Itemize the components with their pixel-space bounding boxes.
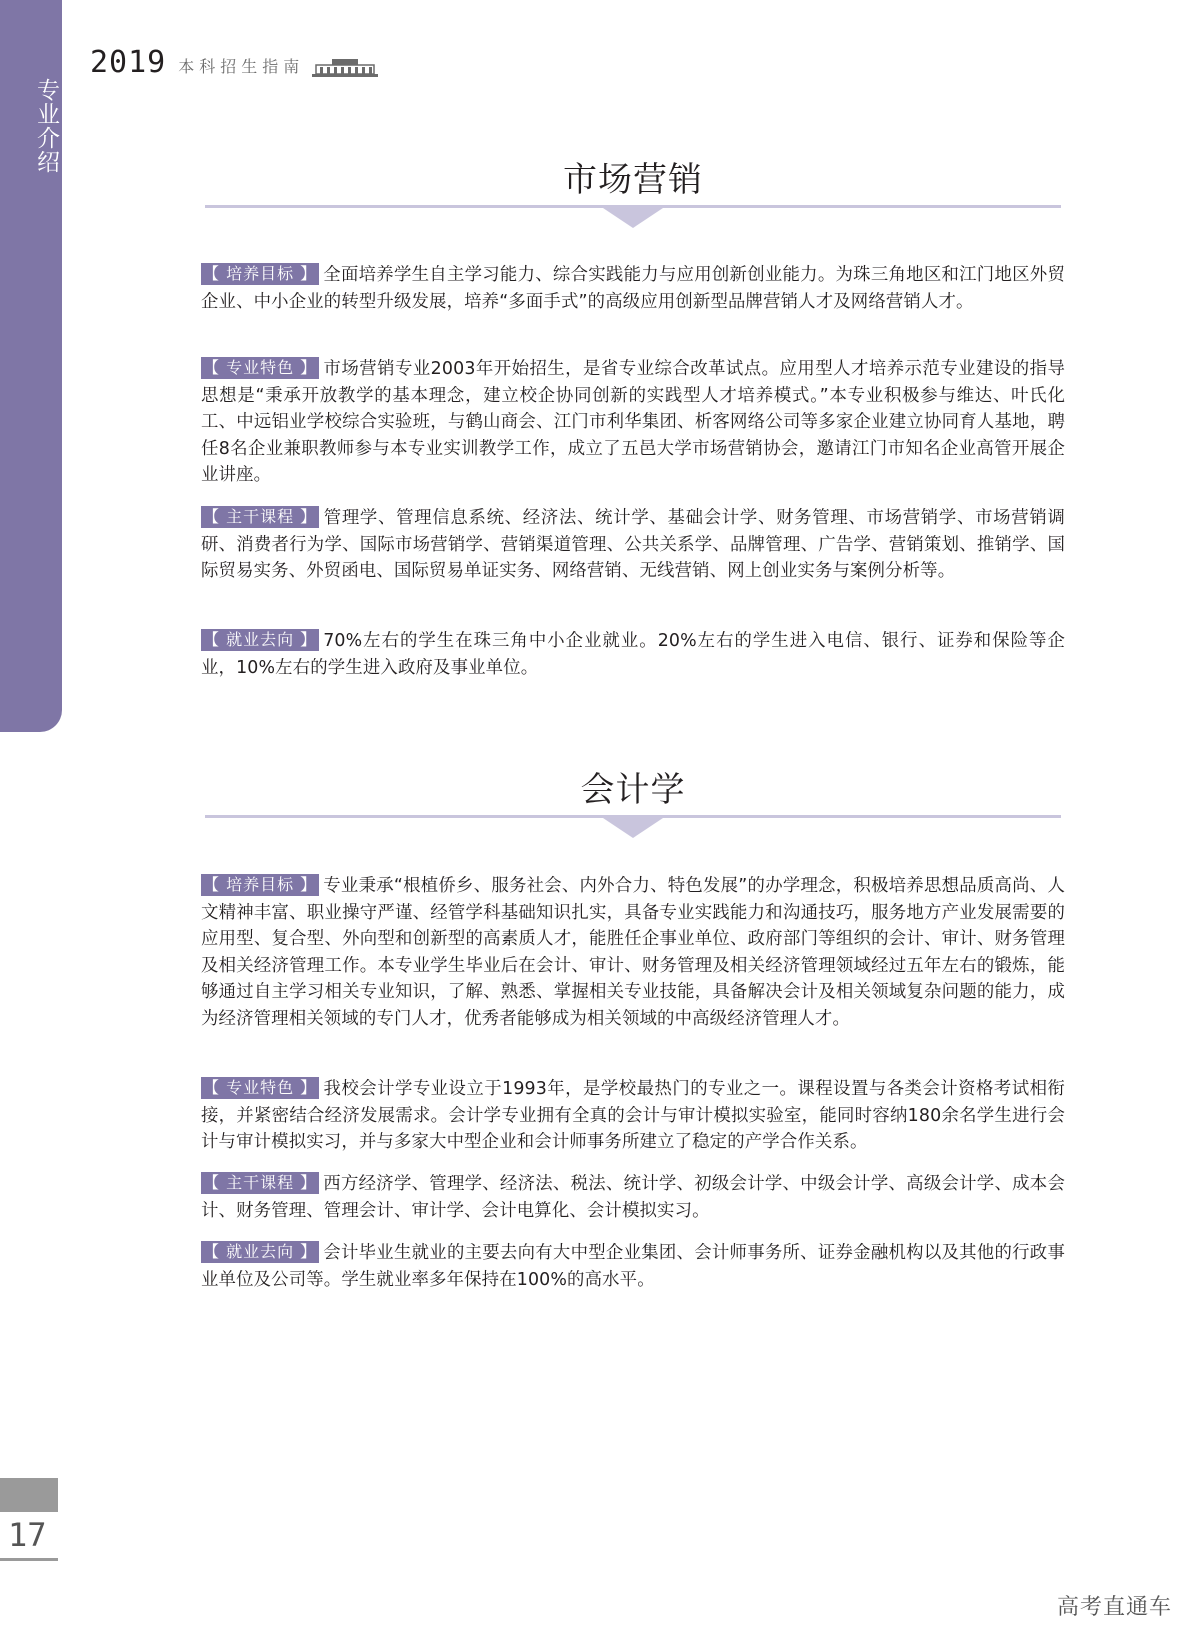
tag-label: 【 培养目标 】 — [203, 875, 318, 894]
page-number-block — [0, 1478, 58, 1512]
paragraph-text: 管理学、管理信息系统、经济法、统计学、基础会计学、财务管理、市场营销学、市场营销调研、消费者行为学、国际市场营销学、营销渠道管理、公共关系学、品牌管理、广告学、营销策划、推销学、国际贸易实务、外贸函电、国际贸易单证实务、网络营销、无线营销、网上创业实务与案例分析等。 — [201, 508, 1065, 582]
section-title-marketing: 市场营销 — [563, 160, 703, 200]
tag-label: 【 专业特色 】 — [203, 358, 318, 377]
paragraph-text: 市场营销专业2003年开始招生，是省专业综合改革试点。应用型人才培养示范专业建设的指导思想是“秉承开放教学的基本理念，建立校企协同创新的实践型人才培养模式。”本专业积极参与维达、叶氏化工、中远铝业学校综合实验班，与鹤山商会、江门市利华集团、析客网络公司等多家企业建立协同育人基地，聘任8名企业兼职教师参与本专业实训教学工作，成立了五邑大学市场营销协会，邀请江门市知名企业高管开展企业讲座。 — [201, 359, 1065, 486]
watermark-text: 高考直通车 — [1056, 1595, 1172, 1620]
marketing-feature-paragraph — [201, 356, 1065, 489]
paragraph-text: 70%左右的学生在珠三角中小企业就业。20%左右的学生进入电信、银行、证券和保险等企业，10%左右的学生进入政府及事业单位。 — [201, 631, 1065, 678]
page-number-underline — [0, 1558, 58, 1561]
paragraph-text: 西方经济学、管理学、经济法、税法、统计学、初级会计学、中级会计学、高级会计学、成本会计、财务管理、管理会计、审计学、会计电算化、会计模拟实习。 — [201, 1174, 1065, 1221]
paragraph-text: 专业秉承“根植侨乡、服务社会、内外合力、特色发展”的办学理念，积极培养思想品质高尚、人文精神丰富、职业操守严谨、经管学科基础知识扎实，具备专业实践能力和沟通技巧，服务地方产业发展需要的应用型、复合型、外向型和创新型的高素质人才，能胜任企事业单位、政府部门等组织的会计、审计、财务管理及相关经济管理工作。本专业学生毕业后在会计、审计、财务管理及相关经济管理领域经过五年左右的锻炼，能够通过自主学习相关专业知识，了解、熟悉、掌握相关专业技能，具备解决会计及相关领域复杂问题的能力，成为经济管理相关领域的专门人才，优秀者能够成为相关领域的中高级经济管理人才。 — [201, 876, 1065, 1029]
accounting-feature-paragraph — [201, 1076, 1065, 1156]
tag-label: 【 专业特色 】 — [203, 1078, 318, 1097]
marketing-employment-paragraph — [201, 628, 1065, 681]
paragraph-text: 会计毕业生就业的主要去向有大中型企业集团、会计师事务所、证券金融机构以及其他的行政事业单位及公司等。学生就业率多年保持在100%的高水平。 — [201, 1243, 1065, 1290]
section-title-accounting: 会计学 — [580, 770, 686, 810]
marketing-goal-paragraph — [201, 262, 1065, 315]
paragraph-text: 我校会计学专业设立于1993年，是学校最热门的专业之一。课程设置与各类会计资格考试相衔接，并紧密结合经济发展需求。会计学专业拥有全真的会计与审计模拟实验室，能同时容纳180余名学生进行会计与审计模拟实习，并与多家大中型企业和会计师事务所建立了稳定的产学合作关系。 — [201, 1079, 1065, 1153]
marketing-courses-paragraph — [201, 505, 1065, 585]
tag-label: 【 主干课程 】 — [203, 1173, 318, 1192]
paragraph-text: 全面培养学生自主学习能力、综合实践能力与应用创新创业能力。为珠三角地区和江门地区外贸企业、中小企业的转型升级发展，培养“多面手式”的高级应用创新型品牌营销人才及网络营销人才。 — [201, 265, 1065, 312]
side-tab-label: 专业介绍 — [33, 78, 59, 174]
building-icon — [310, 56, 380, 78]
tag-label: 【 就业去向 】 — [203, 1242, 318, 1261]
page-number: 17 — [8, 1516, 47, 1554]
tag-label: 【 就业去向 】 — [203, 630, 318, 649]
accounting-courses-paragraph — [201, 1171, 1065, 1224]
accounting-goal-paragraph — [201, 873, 1065, 1033]
page-header — [90, 38, 380, 78]
header-year: 2019 — [90, 45, 167, 80]
tag-label: 【 培养目标 】 — [203, 264, 318, 283]
side-section-tab — [0, 0, 62, 732]
accounting-employment-paragraph — [201, 1240, 1065, 1293]
tag-label: 【 主干课程 】 — [203, 507, 318, 526]
title-divider — [205, 814, 1061, 842]
header-guide-title: 本科招生指南 — [178, 57, 305, 76]
title-divider — [205, 204, 1061, 232]
